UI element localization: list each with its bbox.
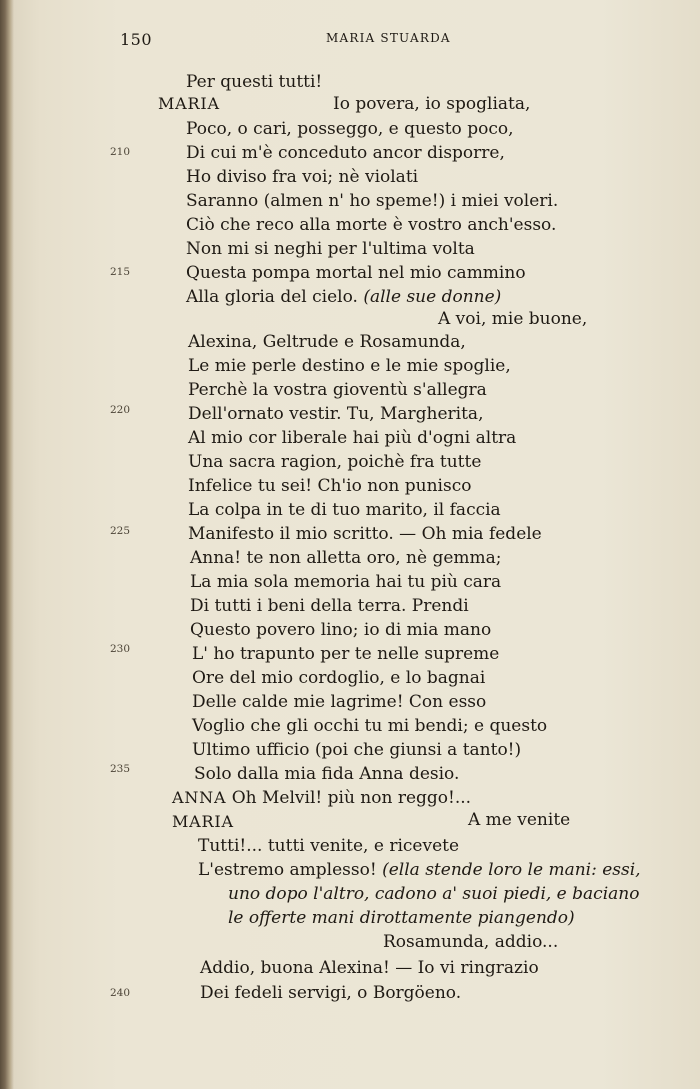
line-number: 215 <box>110 266 131 278</box>
verse-text: Infelice tu sei! Ch'io non punisco <box>188 476 472 496</box>
verse-text: L'estremo amplesso! <box>198 860 377 880</box>
verse-text: Questa pompa mortal nel mio cammino <box>186 263 526 283</box>
verse-text: Solo dalla mia fida Anna desio. <box>194 764 460 784</box>
page-number: 150 <box>120 30 153 49</box>
verse-line <box>188 332 466 352</box>
speaker-line <box>172 788 471 809</box>
verse-line <box>192 668 485 688</box>
verse-text: Ultimo ufficio (poi che giunsi a tanto!) <box>192 740 522 760</box>
verse-text: Ho diviso fra voi; nè violati <box>186 167 419 187</box>
binding-shadow <box>0 0 14 1089</box>
verse-text: Io povera, io spogliata, <box>333 94 531 114</box>
verse-line <box>190 572 501 592</box>
verse-line <box>186 119 513 139</box>
line-number: 210 <box>110 146 131 158</box>
verse-text: Oh Melvil! più non reggo!... <box>231 788 472 808</box>
verse-line <box>190 620 491 640</box>
verse-text: Per questi tutti! <box>186 72 323 92</box>
verse-text: Di tutti i beni della terra. Prendi <box>190 596 469 616</box>
verse-text: Dell'ornato vestir. Tu, Margherita, <box>188 404 484 424</box>
verse-text: Alexina, Geltrude e Rosamunda, <box>188 332 466 352</box>
stage-direction: uno dopo l'altro, cadono a' suoi piedi, e baciano <box>228 884 640 904</box>
verse-line <box>186 263 526 283</box>
verse-line <box>186 167 418 187</box>
verse-line <box>200 958 539 978</box>
verse-line <box>198 860 641 880</box>
verse-line <box>190 548 502 568</box>
stage-direction: (ella stende loro le mani: essi, <box>382 860 641 880</box>
speaker-name: MARIA <box>158 94 220 113</box>
verse-line <box>188 500 501 520</box>
verse-line <box>192 716 547 736</box>
verse-text: L' ho trapunto per te nelle supreme <box>192 644 500 664</box>
verse-line <box>198 836 459 856</box>
verse-text: La colpa in te di tuo marito, il faccia <box>188 500 501 520</box>
speaker-name: MARIA <box>172 812 234 831</box>
verse-text: Delle calde mie lagrime! Con esso <box>192 692 487 712</box>
verse-line <box>186 143 505 163</box>
speaker-name: ANNA <box>172 788 227 807</box>
verse-text: Manifesto il mio scritto. — Oh mia fedele <box>188 524 542 544</box>
verse-line <box>190 596 469 616</box>
verse-text: Perchè la vostra gioventù s'allegra <box>188 380 487 400</box>
verse-line <box>192 740 521 760</box>
verse-text: Voglio che gli occhi tu mi bendi; e questo <box>192 716 548 736</box>
verse-line <box>383 932 558 952</box>
verse-text: Alla gloria del cielo. <box>186 287 358 307</box>
speaker-line <box>172 812 234 833</box>
verse-text: Al mio cor liberale hai più d'ogni altra <box>188 428 517 448</box>
line-number: 225 <box>110 525 131 537</box>
verse-text: Tutti!... tutti venite, e ricevete <box>198 836 460 856</box>
verse-line <box>194 764 459 784</box>
running-title: MARIA STUARDA <box>326 31 451 45</box>
verse-line <box>188 404 483 424</box>
verse-line <box>192 692 486 712</box>
verse-text: Anna! te non alletta oro, nè gemma; <box>190 548 502 568</box>
verse-line <box>188 524 542 544</box>
line-number: 240 <box>110 987 131 999</box>
line-number: 220 <box>110 404 131 416</box>
line-number: 230 <box>110 643 131 655</box>
verse-line <box>188 356 511 376</box>
verse-line <box>186 287 501 307</box>
verse-line <box>468 810 570 830</box>
verse-text: Questo povero lino; io di mia mano <box>190 620 492 640</box>
verse-text: Le mie perle destino e le mie spoglie, <box>188 356 511 376</box>
stage-direction: (alle sue donne) <box>363 287 502 307</box>
verse-line <box>188 476 471 496</box>
verse-text: A voi, mie buone, <box>438 309 588 329</box>
verse-text: Non mi si neghi per l'ultima volta <box>186 239 475 259</box>
speaker-line <box>158 94 220 115</box>
verse-text: Una sacra ragion, poichè fra tutte <box>188 452 482 472</box>
verse-text: Dei fedeli servigi, o Borgöeno. <box>200 983 462 1003</box>
verse-line <box>438 309 587 329</box>
verse-line <box>188 452 481 472</box>
verse-line <box>192 644 499 664</box>
verse-text: Ciò che reco alla morte è vostro anch'esso. <box>186 215 557 235</box>
verse-text: Saranno (almen n' ho speme!) i miei voleri. <box>186 191 559 211</box>
verse-line <box>186 191 558 211</box>
verse-line <box>333 94 530 114</box>
verse-line <box>186 72 322 92</box>
verse-text: Ore del mio cordoglio, e lo bagnai <box>192 668 486 688</box>
verse-line <box>200 983 461 1003</box>
verse-line <box>186 239 475 259</box>
verse-line <box>188 428 516 448</box>
stage-direction-line <box>228 908 575 928</box>
verse-text: A me venite <box>468 810 571 830</box>
verse-text: La mia sola memoria hai tu più cara <box>190 572 502 592</box>
verse-text: Poco, o cari, posseggo, e questo poco, <box>186 119 514 139</box>
stage-direction: le offerte mani dirottamente piangendo) <box>228 908 575 928</box>
stage-direction-line <box>228 884 639 904</box>
verse-line <box>186 215 556 235</box>
verse-text: Rosamunda, addio... <box>383 932 559 952</box>
verse-line <box>188 380 487 400</box>
verse-text: Addio, buona Alexina! — Io vi ringrazio <box>200 958 539 978</box>
line-number: 235 <box>110 763 131 775</box>
verse-text: Di cui m'è conceduto ancor disporre, <box>186 143 505 163</box>
